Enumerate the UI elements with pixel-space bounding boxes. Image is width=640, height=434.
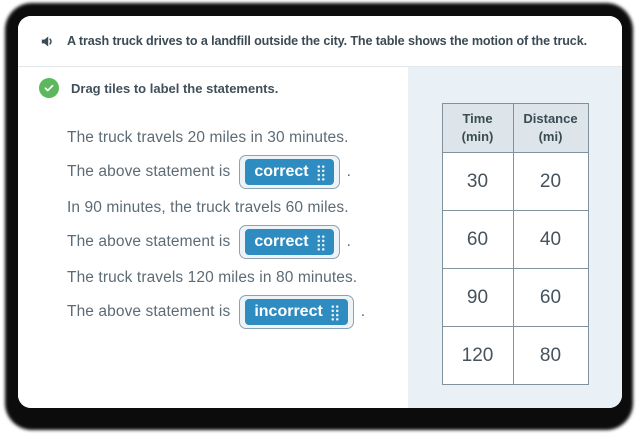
speaker-icon: [39, 33, 56, 50]
tile-label: incorrect: [254, 303, 323, 320]
answer-row: [67, 295, 408, 329]
statement-text: The truck travels 20 miles in 30 minutes.: [67, 129, 349, 146]
tile-drop-zone[interactable]: [239, 155, 339, 189]
answer-suffix: .: [346, 163, 351, 180]
drag-handle-icon: [316, 164, 325, 181]
answer-tile[interactable]: [245, 159, 333, 185]
answer-suffix: .: [360, 303, 366, 320]
question-header: [18, 16, 622, 67]
table-cell: 60: [513, 269, 588, 327]
table-cell: 90: [442, 269, 513, 327]
table-row: [442, 327, 588, 385]
instruction-text: Drag tiles to label the statements.: [71, 80, 279, 96]
answer-tile[interactable]: [245, 229, 333, 255]
answer-prefix: The above statement is: [67, 303, 231, 320]
table-cell: 80: [513, 327, 588, 385]
table-pane: [408, 67, 622, 408]
column-title: Distance: [523, 110, 578, 126]
statements-list: [67, 127, 408, 329]
instruction-row: [39, 78, 408, 98]
check-icon: [39, 78, 59, 98]
column-title: Time: [462, 110, 493, 126]
column-unit: (mi): [538, 129, 563, 144]
answer-row: [67, 225, 408, 259]
answer-tile[interactable]: [245, 299, 347, 325]
audio-play-button[interactable]: [39, 33, 56, 50]
tile-drop-zone[interactable]: [239, 225, 339, 259]
table-header-row: [442, 104, 588, 153]
table-header-time: [442, 104, 513, 153]
table-cell: 60: [442, 211, 513, 269]
statement-group: [67, 267, 408, 329]
main-area: [18, 67, 622, 408]
column-unit: (min): [461, 129, 494, 144]
tile-label: correct: [254, 233, 309, 250]
answer-suffix: .: [346, 233, 351, 250]
tile-label: correct: [254, 163, 309, 180]
table-row: [442, 269, 588, 327]
table-cell: 30: [442, 153, 513, 211]
statement-text: The truck travels 120 miles in 80 minutes.: [67, 269, 358, 286]
table-header-distance: [513, 104, 588, 153]
statement-group: [67, 197, 408, 259]
answer-row: [67, 155, 408, 189]
table-row: [442, 211, 588, 269]
drag-handle-icon: [330, 304, 339, 321]
table-cell: 120: [442, 327, 513, 385]
answer-prefix: The above statement is: [67, 233, 231, 250]
question-prompt: A trash truck drives to a landfill outside the city. The table shows the motion of the truck.: [67, 34, 587, 48]
statement-group: [67, 127, 408, 189]
statement-text: In 90 minutes, the truck travels 60 miles.: [67, 199, 349, 216]
table-cell: 20: [513, 153, 588, 211]
table-row: [442, 153, 588, 211]
table-cell: 40: [513, 211, 588, 269]
answer-prefix: The above statement is: [67, 163, 231, 180]
motion-table: [442, 103, 589, 385]
drag-handle-icon: [316, 234, 325, 251]
tile-drop-zone[interactable]: [239, 295, 353, 329]
statements-pane: [18, 67, 408, 408]
activity-card: [18, 16, 622, 408]
